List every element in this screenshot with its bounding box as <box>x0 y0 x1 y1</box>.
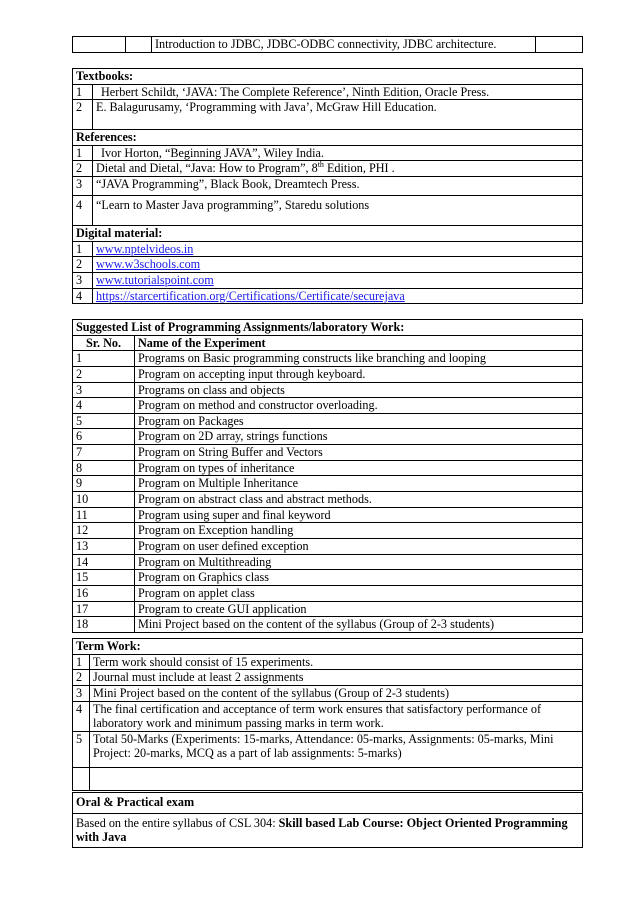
table-row <box>73 429 583 445</box>
item-number: 2 <box>73 257 93 273</box>
reference-item: “JAVA Programming”, Black Book, Dreamtech Press. <box>93 176 583 196</box>
reference-item: “Learn to Master Java programming”, Staredu solutions <box>93 196 583 226</box>
sr-no-cell: 14 <box>73 554 135 570</box>
assignments-table <box>72 319 583 633</box>
item-number: 4 <box>73 196 93 226</box>
link-nptel[interactable]: www.nptelvideos.in <box>96 241 194 256</box>
sr-no-header: Sr. No. <box>73 335 135 351</box>
table-row <box>73 507 583 523</box>
table-row <box>73 460 583 476</box>
sr-no-cell: 4 <box>73 398 135 414</box>
table-row <box>73 617 583 633</box>
item-number: 1 <box>73 241 93 257</box>
superscript: th <box>317 160 324 170</box>
reference-text: Dietal and Dietal, “Java: How to Program”, 8 <box>96 161 318 176</box>
experiment-name-cell: Program on method and constructor overloading. <box>135 398 583 414</box>
empty-cell <box>90 768 583 791</box>
item-number: 2 <box>73 670 90 686</box>
experiment-name-cell: Program on String Buffer and Vectors <box>135 445 583 461</box>
digital-heading: Digital material: <box>73 226 583 242</box>
references-heading: References: <box>73 129 583 145</box>
sr-no-cell: 6 <box>73 429 135 445</box>
sr-no-cell: 1 <box>73 351 135 367</box>
table-row <box>73 398 583 414</box>
sr-no-cell: 12 <box>73 523 135 539</box>
experiment-name-cell: Program using super and final keyword <box>135 507 583 523</box>
experiment-name-cell: Program on Multiple Inheritance <box>135 476 583 492</box>
term-work-item: The final certification and acceptance of term work ensures that satisfactory performance of laboratory work and minimum passing marks in term work. <box>90 701 583 731</box>
experiment-name-cell: Programs on class and objects <box>135 382 583 398</box>
experiment-name-header: Name of the Experiment <box>135 335 583 351</box>
digital-item <box>93 257 583 273</box>
assignments-heading: Suggested List of Programming Assignments/laboratory Work: <box>73 320 583 336</box>
item-number: 3 <box>73 176 93 196</box>
table-row <box>73 585 583 601</box>
item-number: 4 <box>73 701 90 731</box>
experiment-name-cell: Program on applet class <box>135 585 583 601</box>
table-row <box>73 523 583 539</box>
assignments-body <box>73 351 583 633</box>
sr-no-cell: 9 <box>73 476 135 492</box>
sr-no-cell: 17 <box>73 601 135 617</box>
table-row <box>73 366 583 382</box>
module-content: Introduction to JDBC, JDBC-ODBC connectivity, JDBC architecture. <box>152 37 536 53</box>
table-row <box>73 492 583 508</box>
item-number: 2 <box>73 161 93 177</box>
item-number: 4 <box>73 288 93 304</box>
oral-text: Based on the entire syllabus of CSL 304: <box>76 815 279 830</box>
oral-content <box>73 813 583 847</box>
item-number: 3 <box>73 685 90 701</box>
item-number: 3 <box>73 273 93 289</box>
experiment-name-cell: Program to create GUI application <box>135 601 583 617</box>
table-row <box>73 382 583 398</box>
sr-no-cell: 5 <box>73 413 135 429</box>
experiment-name-cell: Program on 2D array, strings functions <box>135 429 583 445</box>
sr-no-cell: 8 <box>73 460 135 476</box>
sr-no-cell: 18 <box>73 617 135 633</box>
empty-cell <box>73 37 126 53</box>
sr-no-cell: 3 <box>73 382 135 398</box>
term-work-item: Mini Project based on the content of the syllabus (Group of 2-3 students) <box>90 685 583 701</box>
textbook-item: Herbert Schildt, ‘JAVA: The Complete Reference’, Ninth Edition, Oracle Press. <box>93 84 583 100</box>
experiment-name-cell: Program on abstract class and abstract methods. <box>135 492 583 508</box>
sr-no-cell: 7 <box>73 445 135 461</box>
empty-cell <box>73 768 90 791</box>
sr-no-cell: 2 <box>73 366 135 382</box>
reference-item <box>93 161 583 177</box>
term-work-heading: Term Work: <box>73 639 583 655</box>
link-w3schools[interactable]: www.w3schools.com <box>96 257 201 272</box>
sr-no-cell: 10 <box>73 492 135 508</box>
empty-cell <box>126 37 152 53</box>
item-number: 2 <box>73 100 93 130</box>
books-table <box>72 68 583 304</box>
term-work-item: Total 50-Marks (Experiments: 15-marks, Attendance: 05-marks, Assignments: 05-marks, Mini Project: 20-marks, MCQ as a part of lab assignments: 5-marks) <box>90 731 583 767</box>
term-work-item: Term work should consist of 15 experiments. <box>90 654 583 670</box>
reference-text: Edition, PHI . <box>323 161 395 176</box>
sr-no-cell: 11 <box>73 507 135 523</box>
experiment-name-cell: Program on user defined exception <box>135 538 583 554</box>
digital-item <box>93 273 583 289</box>
oral-heading: Oral & Practical exam <box>73 793 583 814</box>
digital-item <box>93 288 583 304</box>
table-row <box>73 351 583 367</box>
table-row <box>73 538 583 554</box>
experiment-name-cell: Program on Packages <box>135 413 583 429</box>
term-work-item: Journal must include at least 2 assignments <box>90 670 583 686</box>
oral-practical-table <box>72 792 583 848</box>
table-row <box>73 601 583 617</box>
item-number: 1 <box>73 145 93 161</box>
item-number: 1 <box>73 654 90 670</box>
sr-no-cell: 13 <box>73 538 135 554</box>
experiment-name-cell: Programs on Basic programming constructs like branching and looping <box>135 351 583 367</box>
experiment-name-cell: Program on Graphics class <box>135 570 583 586</box>
experiment-name-cell: Program on types of inheritance <box>135 460 583 476</box>
experiment-name-cell: Mini Project based on the content of the syllabus (Group of 2-3 students) <box>135 617 583 633</box>
experiment-name-cell: Program on Exception handling <box>135 523 583 539</box>
reference-item: Ivor Horton, “Beginning JAVA”, Wiley India. <box>93 145 583 161</box>
sr-no-cell: 15 <box>73 570 135 586</box>
experiment-name-cell: Program on Multithreading <box>135 554 583 570</box>
top-row-table <box>72 36 583 53</box>
table-row <box>73 554 583 570</box>
digital-item <box>93 241 583 257</box>
table-row <box>73 445 583 461</box>
table-row <box>73 570 583 586</box>
experiment-name-cell: Program on accepting input through keyboard. <box>135 366 583 382</box>
item-number: 1 <box>73 84 93 100</box>
sr-no-cell: 16 <box>73 585 135 601</box>
item-number: 5 <box>73 731 90 767</box>
textbooks-heading: Textbooks: <box>73 69 583 85</box>
link-tutorialspoint[interactable]: www.tutorialspoint.com <box>96 273 214 288</box>
table-row <box>73 413 583 429</box>
empty-cell <box>536 37 583 53</box>
table-row <box>73 476 583 492</box>
oral-course-name: Skill based Lab Course: Object Oriented Programming with Java <box>76 815 568 845</box>
link-starcertification[interactable]: https://starcertification.org/Certifications/Certificate/securejava <box>96 288 405 303</box>
term-work-table <box>72 638 583 791</box>
textbook-item: E. Balagurusamy, ‘Programming with Java’, McGraw Hill Education. <box>93 100 583 130</box>
